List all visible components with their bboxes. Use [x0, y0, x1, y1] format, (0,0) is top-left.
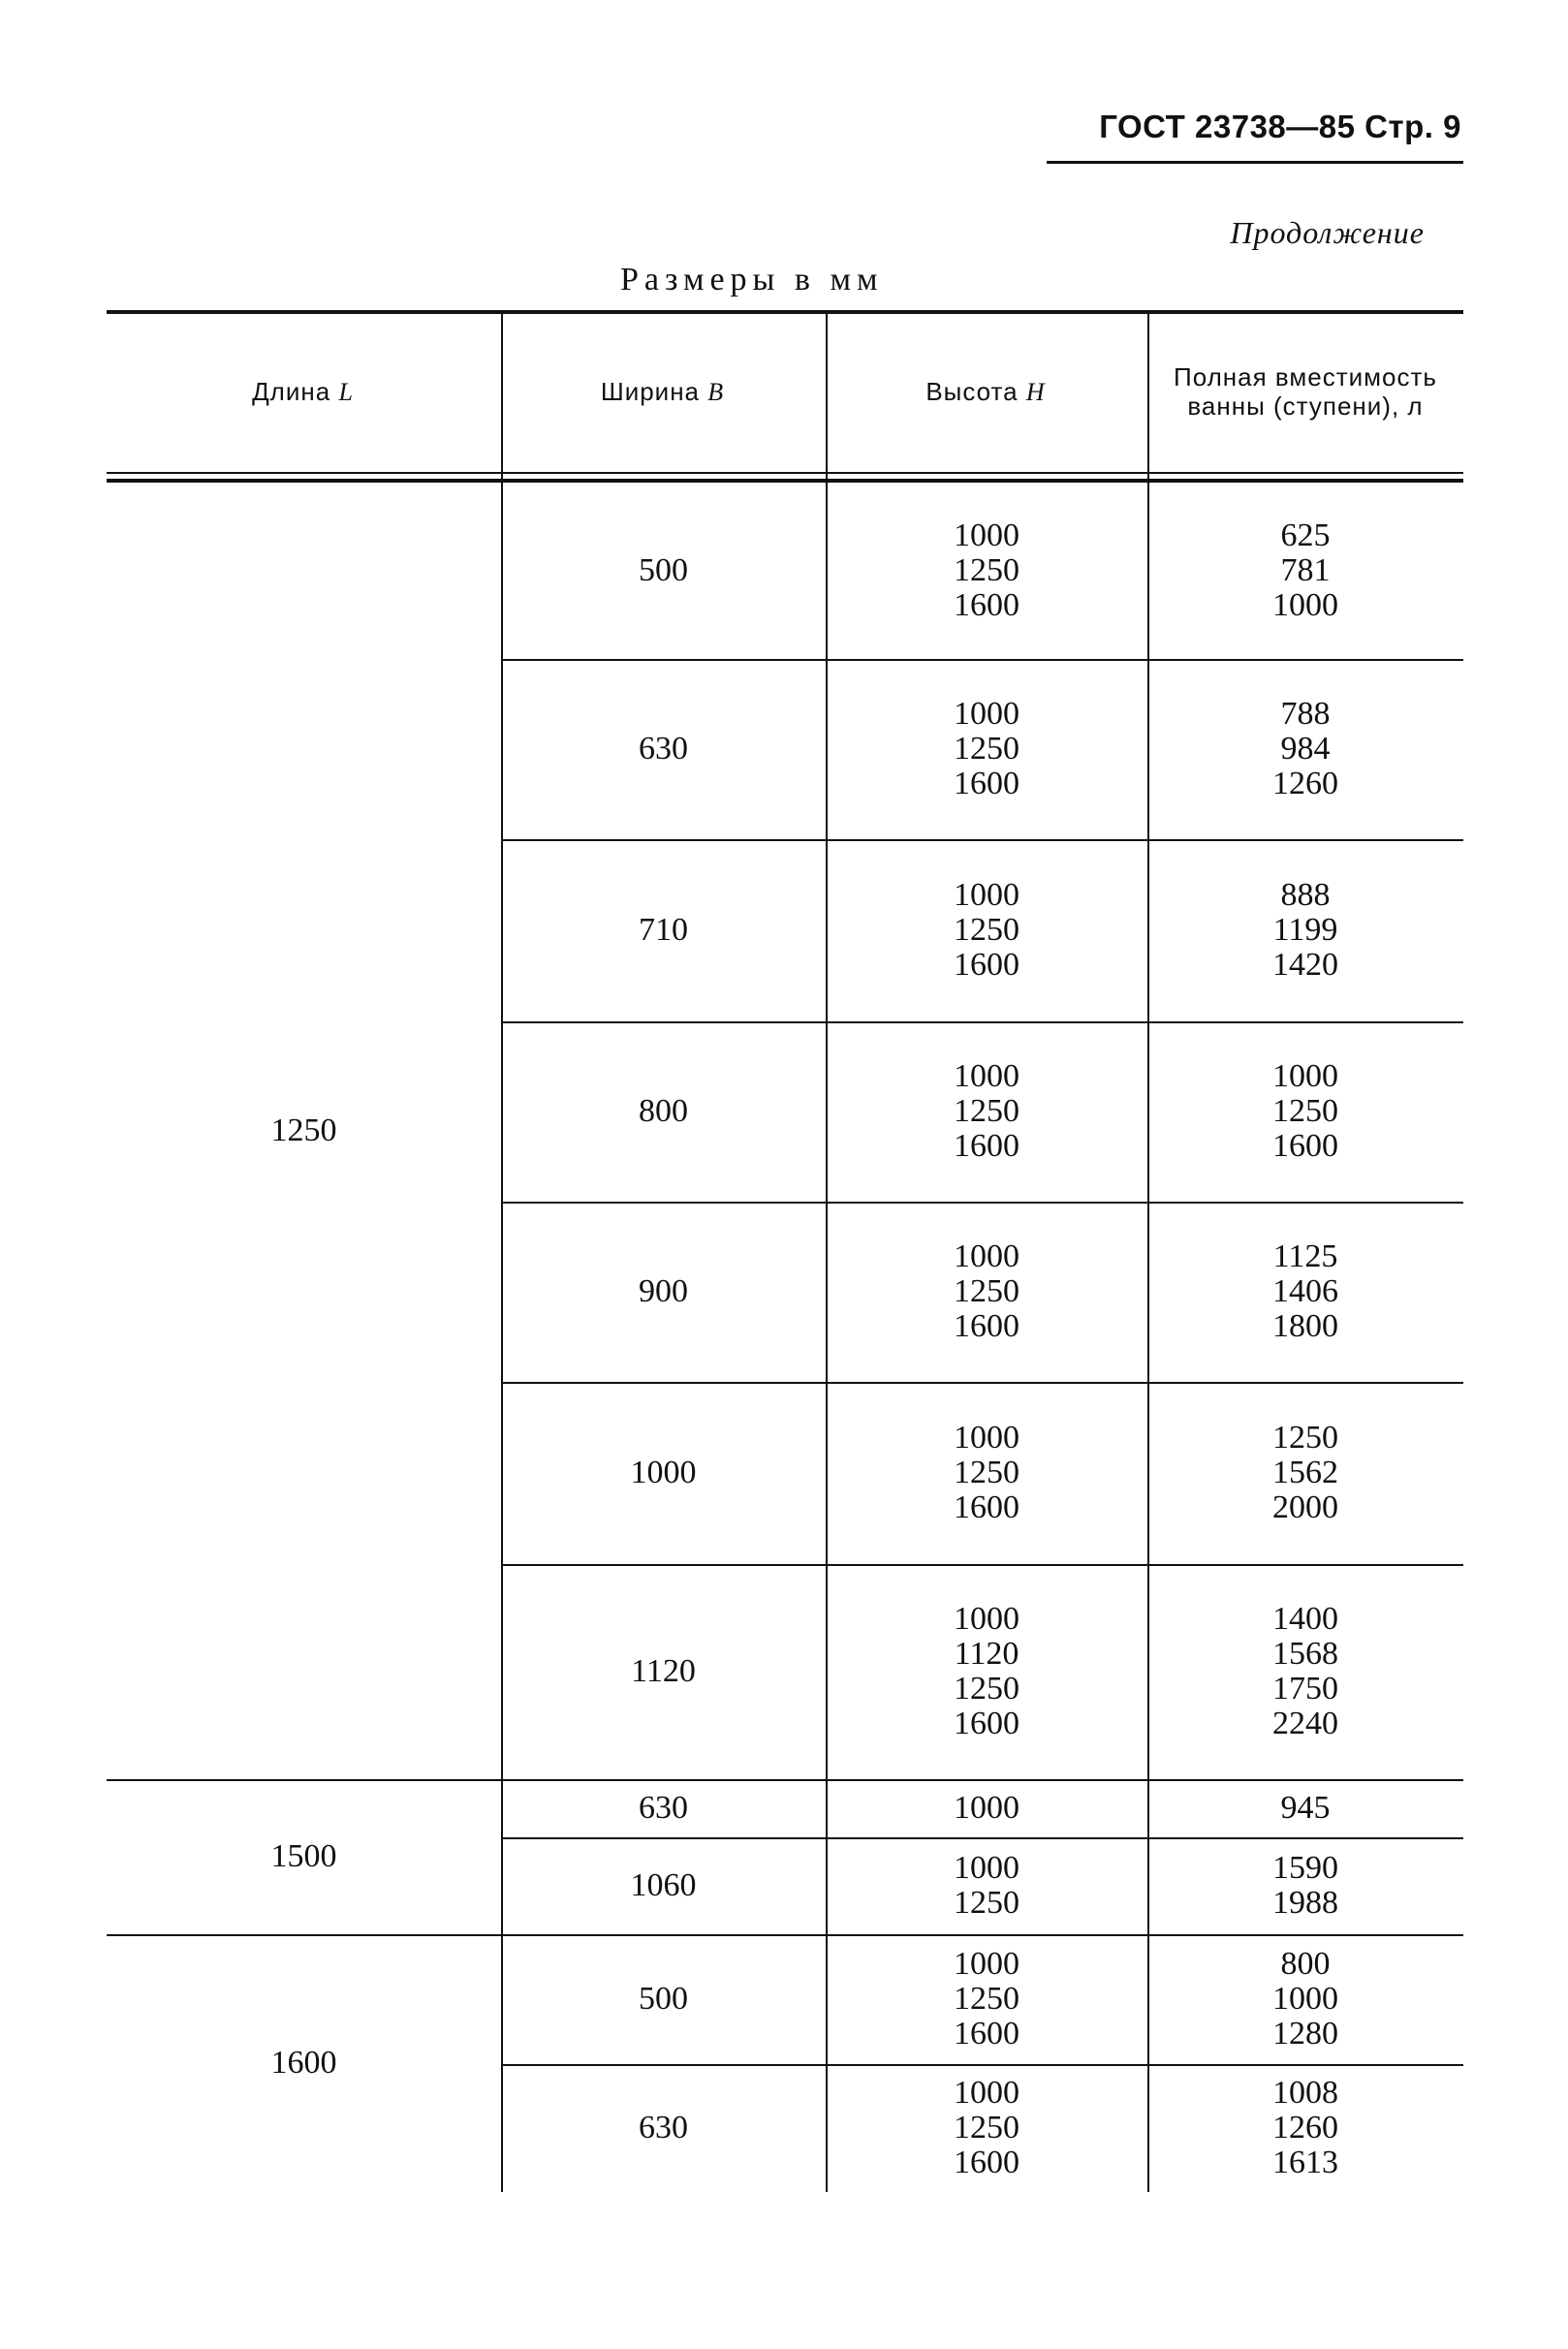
height-cell	[826, 1021, 1147, 1202]
capacity-value: 1988	[1272, 1885, 1338, 1921]
height-value: 1600	[954, 2016, 1019, 2051]
height-value: 1000	[954, 2075, 1019, 2111]
header-capacity: Полная вместимость ванны (ступени), л	[1174, 362, 1437, 421]
height-value: 1000	[954, 877, 1019, 913]
height-value: 1600	[954, 1706, 1019, 1741]
width-cell	[501, 1837, 826, 1934]
width-value: 1120	[631, 1653, 696, 1689]
height-value: 1250	[954, 1671, 1019, 1707]
length-cell	[107, 1779, 501, 1934]
width-value: 630	[639, 1790, 688, 1826]
height-cell	[826, 1382, 1147, 1564]
height-value: 1600	[954, 766, 1019, 801]
capacity-cell	[1147, 1021, 1463, 1202]
capacity-value: 1250	[1272, 1420, 1338, 1456]
capacity-value: 1590	[1272, 1850, 1338, 1886]
capacity-value: 1000	[1272, 586, 1338, 623]
capacity-cell	[1147, 2064, 1463, 2192]
width-cell	[501, 1202, 826, 1382]
capacity-value: 800	[1280, 1946, 1331, 1982]
height-value: 1000	[954, 1058, 1019, 1094]
height-value: 1600	[954, 1308, 1019, 1344]
width-value: 710	[639, 912, 688, 948]
capacity-value: 1800	[1272, 1308, 1338, 1344]
height-value: 1250	[954, 731, 1019, 767]
width-cell	[501, 1564, 826, 1779]
height-value: 1250	[954, 1455, 1019, 1490]
height-value: 1250	[954, 1885, 1019, 1921]
capacity-value: 1250	[1272, 1093, 1338, 1129]
height-value: 1600	[954, 586, 1019, 623]
width-cell	[501, 1021, 826, 1202]
header-height: Высота H	[925, 376, 1046, 406]
capacity-value: 1750	[1272, 1671, 1338, 1707]
height-value: 1600	[954, 2145, 1019, 2180]
capacity-value: 1260	[1272, 766, 1338, 801]
capacity-value: 1199	[1272, 912, 1338, 948]
width-cell	[501, 659, 826, 839]
height-value: 1250	[954, 1273, 1019, 1309]
capacity-value: 1008	[1272, 2075, 1338, 2111]
capacity-cell	[1147, 1564, 1463, 1779]
capacity-value: 2000	[1272, 1489, 1338, 1525]
height-value: 1000	[954, 1790, 1019, 1826]
capacity-cell	[1147, 659, 1463, 839]
capacity-value: 1280	[1272, 2016, 1338, 2051]
capacity-value: 1613	[1272, 2145, 1338, 2180]
length-value: 1600	[270, 2045, 337, 2081]
height-cell	[826, 1202, 1147, 1382]
capacity-cell	[1147, 839, 1463, 1021]
height-value: 1250	[954, 1981, 1019, 2017]
height-value: 1600	[954, 947, 1019, 983]
capacity-value: 984	[1280, 731, 1331, 767]
capacity-cell	[1147, 1382, 1463, 1564]
capacity-cell	[1147, 1779, 1463, 1837]
continuation-label: Продолжение	[1230, 215, 1425, 250]
capacity-value: 1400	[1272, 1601, 1338, 1637]
length-cell	[107, 1934, 501, 2192]
width-value: 500	[639, 551, 688, 588]
length-value: 1250	[270, 1112, 337, 1148]
height-value: 1250	[954, 912, 1019, 948]
height-value: 1120	[954, 1636, 1019, 1672]
height-value: 1000	[954, 517, 1019, 553]
capacity-cell	[1147, 1934, 1463, 2064]
capacity-value: 1406	[1272, 1273, 1338, 1309]
header-width: Ширина B	[600, 376, 725, 406]
header-rule	[1047, 161, 1463, 164]
width-cell	[501, 1934, 826, 2064]
width-value: 500	[639, 1981, 688, 2017]
height-value: 1000	[954, 1850, 1019, 1886]
height-cell	[826, 482, 1147, 659]
capacity-cell	[1147, 1837, 1463, 1934]
capacity-value: 1000	[1272, 1981, 1338, 2017]
page-header: ГОСТ 23738—85 Стр. 9	[1099, 109, 1461, 144]
height-cell	[826, 659, 1147, 839]
capacity-value: 888	[1280, 877, 1331, 913]
height-cell	[826, 839, 1147, 1021]
width-cell	[501, 482, 826, 659]
height-cell	[826, 2064, 1147, 2192]
capacity-value: 1000	[1272, 1058, 1338, 1094]
width-value: 800	[639, 1093, 688, 1129]
capacity-value: 1420	[1272, 947, 1338, 983]
capacity-value: 1562	[1272, 1455, 1338, 1490]
header-bottom-rule	[107, 472, 1463, 474]
capacity-value: 1260	[1272, 2110, 1338, 2145]
height-value: 1000	[954, 1420, 1019, 1456]
height-value: 1600	[954, 1128, 1019, 1164]
height-value: 1250	[954, 1093, 1019, 1129]
capacity-value: 1568	[1272, 1636, 1338, 1672]
length-cell	[107, 482, 501, 1779]
capacity-value: 1125	[1272, 1238, 1338, 1274]
width-value: 1060	[630, 1867, 697, 1903]
width-value: 630	[639, 731, 688, 767]
height-value: 1250	[954, 551, 1019, 588]
header-length: Длина L	[252, 376, 354, 406]
capacity-value: 945	[1280, 1790, 1331, 1826]
capacity-value: 625	[1280, 517, 1331, 553]
units-caption: Размеры в мм	[620, 262, 884, 298]
width-cell	[501, 2064, 826, 2192]
width-value: 900	[639, 1273, 688, 1309]
height-value: 1600	[954, 1489, 1019, 1525]
width-cell	[501, 1382, 826, 1564]
capacity-value: 1600	[1272, 1128, 1338, 1164]
height-cell	[826, 1564, 1147, 1779]
height-cell	[826, 1779, 1147, 1837]
width-value: 1000	[630, 1455, 697, 1490]
capacity-value: 2240	[1272, 1706, 1338, 1741]
height-value: 1250	[954, 2110, 1019, 2145]
height-cell	[826, 1837, 1147, 1934]
capacity-cell	[1147, 1202, 1463, 1382]
capacity-cell	[1147, 482, 1463, 659]
height-value: 1000	[954, 1238, 1019, 1274]
width-cell	[501, 1779, 826, 1837]
height-value: 1000	[954, 1946, 1019, 1982]
height-value: 1000	[954, 1601, 1019, 1637]
width-value: 630	[639, 2110, 688, 2145]
height-cell	[826, 1934, 1147, 2064]
capacity-value: 788	[1280, 696, 1331, 732]
capacity-value: 781	[1280, 551, 1331, 588]
height-value: 1000	[954, 696, 1019, 732]
length-value: 1500	[270, 1838, 337, 1874]
width-cell	[501, 839, 826, 1021]
